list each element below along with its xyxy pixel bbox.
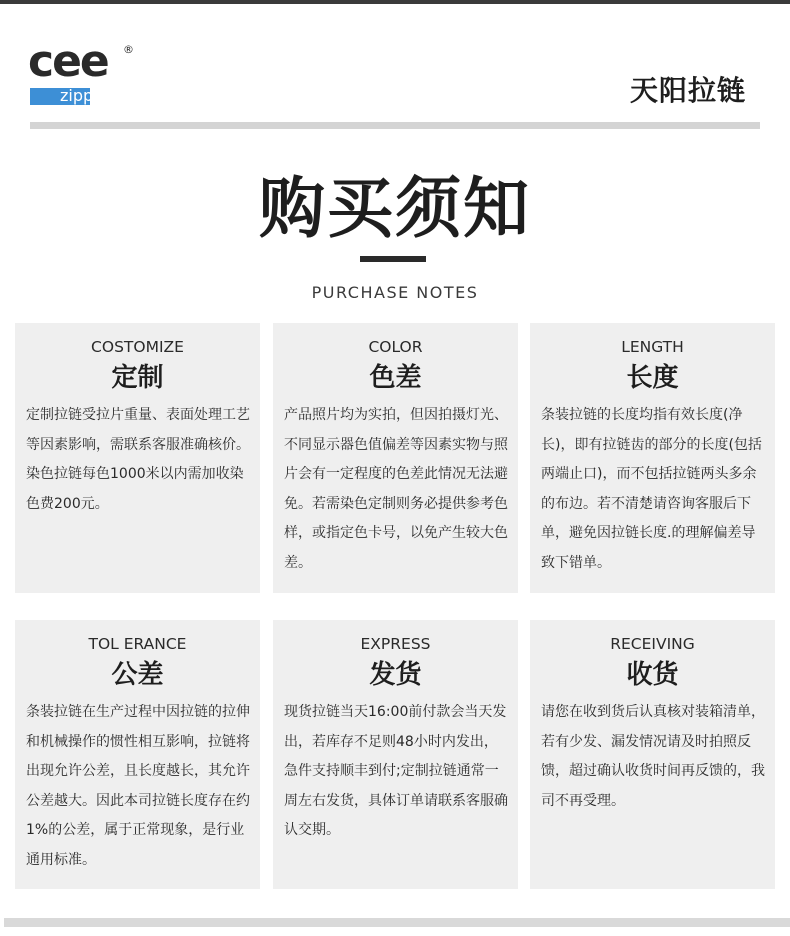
card-body: 请您在收到货后认真核对装箱清单，若有少发、漏发情况请及时拍照反馈，超过确认收货时间再反馈的，我司不再受理。 xyxy=(541,704,765,809)
card-body: 条装拉链在生产过程中因拉链的拉伸和机械操作的惯性相互影响，拉链将出现允许公差，且长度越长，其允许公差越大。因此本司拉链长度存在约1%的公差，属于正常现象，是行业通用标准。 xyxy=(26,704,250,868)
card-title-en: COLOR xyxy=(368,338,423,356)
page-title: 购买须知 xyxy=(259,170,531,247)
registered-mark: ® xyxy=(123,43,134,56)
card-title-en: TOL ERANCE xyxy=(88,635,187,653)
brand-logo xyxy=(28,36,138,106)
page-subtitle: PURCHASE NOTES xyxy=(311,283,479,302)
card-body: 条装拉链的长度均指有效长度(净长)，即有拉链齿的部分的长度(包括两端止口)，而不包括拉链两头多余的布边。若不清楚请咨询客服后下单，避免因拉链长度.的理解偏差导致下错单。 xyxy=(541,407,762,571)
header-divider xyxy=(30,122,760,129)
logo-zipper-text: zipper xyxy=(60,86,110,105)
card-body: 现货拉链当天16:00前付款会当天发出，若库存不足则48小时内发出，急件支持顺丰到付;定制拉链通常一周左右发货，具体订单请联系客服确认交期。 xyxy=(284,704,508,838)
card-title-zh: 色差 xyxy=(369,363,422,393)
card-body: 产品照片均为实拍，但因拍摄灯光、不同显示器色值偏差等因素实物与照片会有一定程度的色差此情况无法避免。若需染色定制则务必提供参考色样，或指定色卡号，以免产生较大色差。 xyxy=(284,407,508,571)
card-title-zh: 公差 xyxy=(111,660,164,690)
card-title-zh: 定制 xyxy=(111,363,164,393)
card-color xyxy=(273,323,518,593)
brand-name: 天阳拉链 xyxy=(629,74,746,107)
card-receiving xyxy=(530,620,775,889)
card-title-en: RECEIVING xyxy=(610,635,695,653)
logo-wordmark: cee xyxy=(28,36,108,87)
card-title-zh: 发货 xyxy=(369,660,422,690)
bottom-border xyxy=(4,918,790,927)
title-underline xyxy=(360,256,426,262)
card-title-en: LENGTH xyxy=(621,338,684,356)
card-express xyxy=(273,620,518,889)
logo-zipper-badge xyxy=(30,88,126,105)
card-length xyxy=(530,323,775,593)
card-title-en: EXPRESS xyxy=(360,635,431,653)
card-body: 定制拉链受拉片重量、表面处理工艺等因素影响，需联系客服准确核价。染色拉链每色1000米以内需加收染色费200元。 xyxy=(26,407,250,512)
card-title-en: COSTOMIZE xyxy=(91,338,184,356)
card-tolerance xyxy=(15,620,260,889)
top-border xyxy=(0,0,790,4)
card-title-zh: 长度 xyxy=(626,363,679,393)
card-customize xyxy=(15,323,260,593)
card-title-zh: 收货 xyxy=(626,660,679,690)
